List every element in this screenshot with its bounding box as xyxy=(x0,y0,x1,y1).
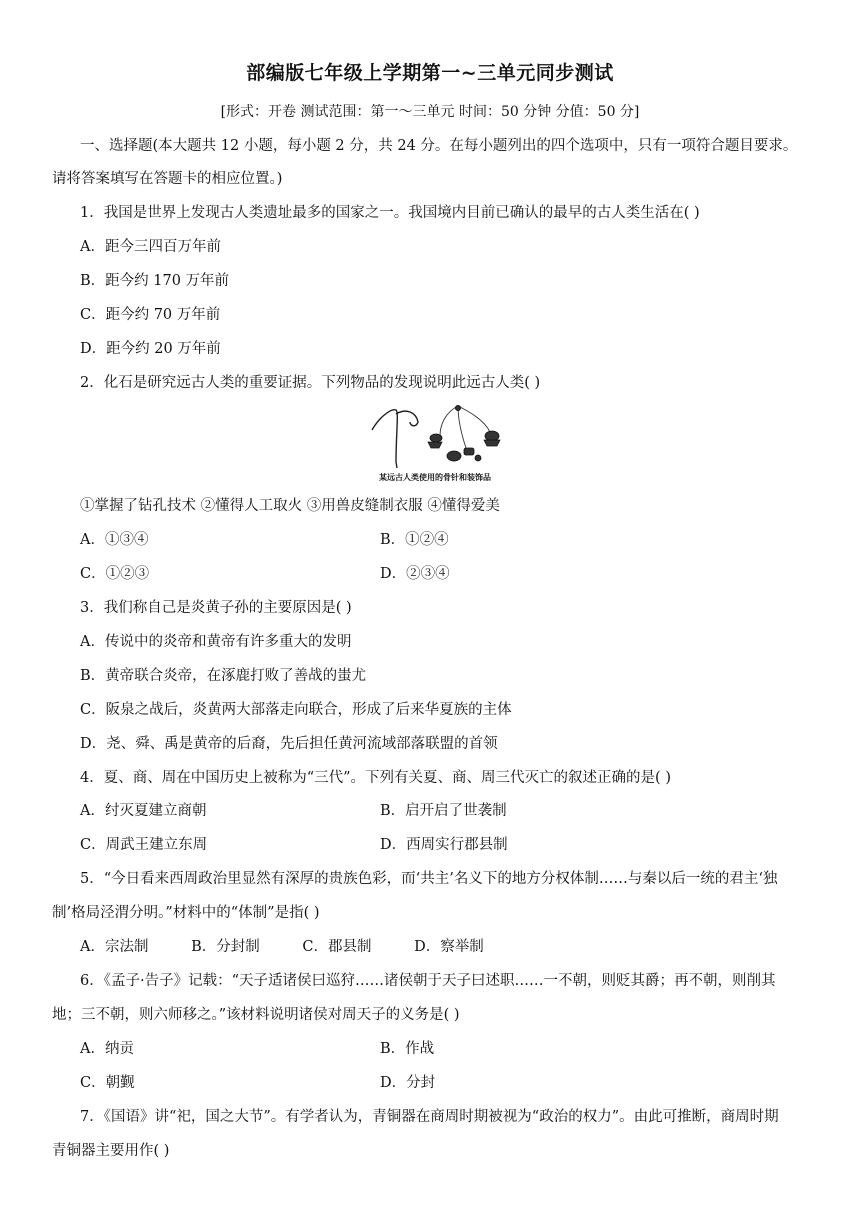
q4-option-d: D．西周实行郡县制 xyxy=(380,837,508,853)
q6-option-row-1 xyxy=(80,1039,820,1059)
q7-stem-cont: 青铜器主要用作( ) xyxy=(52,1143,170,1159)
section-heading-cont: 请将答案填写在答题卡的相应位置。) xyxy=(52,171,283,187)
figure-caption: 某远古人类使用的骨针和装饰品 xyxy=(379,473,491,482)
q6-option-d: D．分封 xyxy=(380,1075,436,1091)
q5-stem: 5．“今日看来西周政治里显然有深厚的贵族色彩，而‘共主’名义下的地方分权体制……与秦以后一统的君主‘独 xyxy=(80,871,778,887)
q3-option-a: A．传说中的炎帝和黄帝有许多重大的发明 xyxy=(80,634,352,650)
q1-option-c: C．距今约 70 万年前 xyxy=(80,307,221,323)
q2-option-row-2 xyxy=(80,564,820,584)
q5-stem-cont: 制’格局泾渭分明。”材料中的“体制”是指( ) xyxy=(52,905,320,921)
q1-option-b: B．距今约 170 万年前 xyxy=(80,273,230,289)
q4-stem: 4．夏、商、周在中国历史上被称为“三代”。下列有关夏、商、周三代灭亡的叙述正确的是( ) xyxy=(80,770,671,786)
q5-option-a: A．宗法制 xyxy=(80,939,149,955)
q4-option-a: A．纣灭夏建立商朝 xyxy=(80,803,207,819)
q5-option-d: D．察举制 xyxy=(414,939,484,955)
q3-stem: 3．我们称自己是炎黄子孙的主要原因是( ) xyxy=(80,600,352,616)
q3-option-d: D．尧、舜、禹是黄帝的后裔，先后担任黄河流域部落联盟的首领 xyxy=(80,736,498,752)
q2-option-row-1 xyxy=(80,530,820,550)
q4-option-row-1 xyxy=(80,801,820,821)
q6-option-c: C．朝觐 xyxy=(80,1075,135,1091)
page-title: 部编版七年级上学期第一~三单元同步测试 xyxy=(246,62,614,84)
q6-stem: 6．《孟子·告子》记载：“天子适诸侯曰巡狩……诸侯朝于天子曰述职……一不朝，则贬其爵；再不朝，则削其 xyxy=(80,973,776,989)
q2-statements: ①掌握了钻孔技术 ②懂得人工取火 ③用兽皮缝制衣服 ④懂得爱美 xyxy=(80,498,500,514)
q2-option-a: A．①③④ xyxy=(80,532,149,548)
q4-option-row-2 xyxy=(80,835,820,855)
section-heading: 一、选择题(本大题共 12 小题，每小题 2 分，共 24 分。在每小题列出的四个选项中，只有一项符合题目要求。 xyxy=(80,138,798,154)
ornament-beads-icon xyxy=(428,405,500,461)
q6-stem-cont: 地；三不朝，则六师移之。”该材料说明诸侯对周天子的义务是( ) xyxy=(52,1007,460,1023)
q1-option-d: D．距今约 20 万年前 xyxy=(80,341,221,357)
q2-option-b: B．①②④ xyxy=(380,532,449,548)
q2-stem: 2．化石是研究远古人类的重要证据。下列物品的发现说明此远古人类( ) xyxy=(80,375,541,391)
q5-option-b: B．分封制 xyxy=(191,939,260,955)
q2-option-d: D．②③④ xyxy=(380,566,450,582)
bone-needle-icon xyxy=(372,410,418,468)
q3-option-c: C．阪泉之战后，炎黄两大部落走向联合，形成了后来华夏族的主体 xyxy=(80,702,512,718)
q4-option-b: B．启开启了世袭制 xyxy=(380,803,507,819)
q7-stem: 7．《国语》讲“祀，国之大节”。有学者认为，青铜器在商周时期被视为“政治的权力”。由此可推断，商周时期 xyxy=(80,1109,779,1125)
q1-stem: 1．我国是世界上发现古人类遗址最多的国家之一。我国境内目前已确认的最早的古人类生活在( ) xyxy=(80,205,700,221)
q1-option-a: A．距今三四百万年前 xyxy=(80,239,221,255)
ornament-string-icon xyxy=(440,406,490,448)
q6-option-b: B．作战 xyxy=(380,1041,435,1057)
q5-options xyxy=(80,937,820,957)
q5-option-c: C．郡县制 xyxy=(302,939,372,955)
q4-option-c: C．周武王建立东周 xyxy=(80,837,208,853)
q3-option-b: B．黄帝联合炎帝，在涿鹿打败了善战的蚩尤 xyxy=(80,668,367,684)
exam-meta: [形式：开卷 测试范围：第一～三单元 时间：50 分钟 分值：50 分] xyxy=(220,104,640,120)
q6-option-a: A．纳贡 xyxy=(80,1041,134,1057)
q6-option-row-2 xyxy=(80,1073,820,1093)
q2-option-c: C．①②③ xyxy=(80,566,150,582)
